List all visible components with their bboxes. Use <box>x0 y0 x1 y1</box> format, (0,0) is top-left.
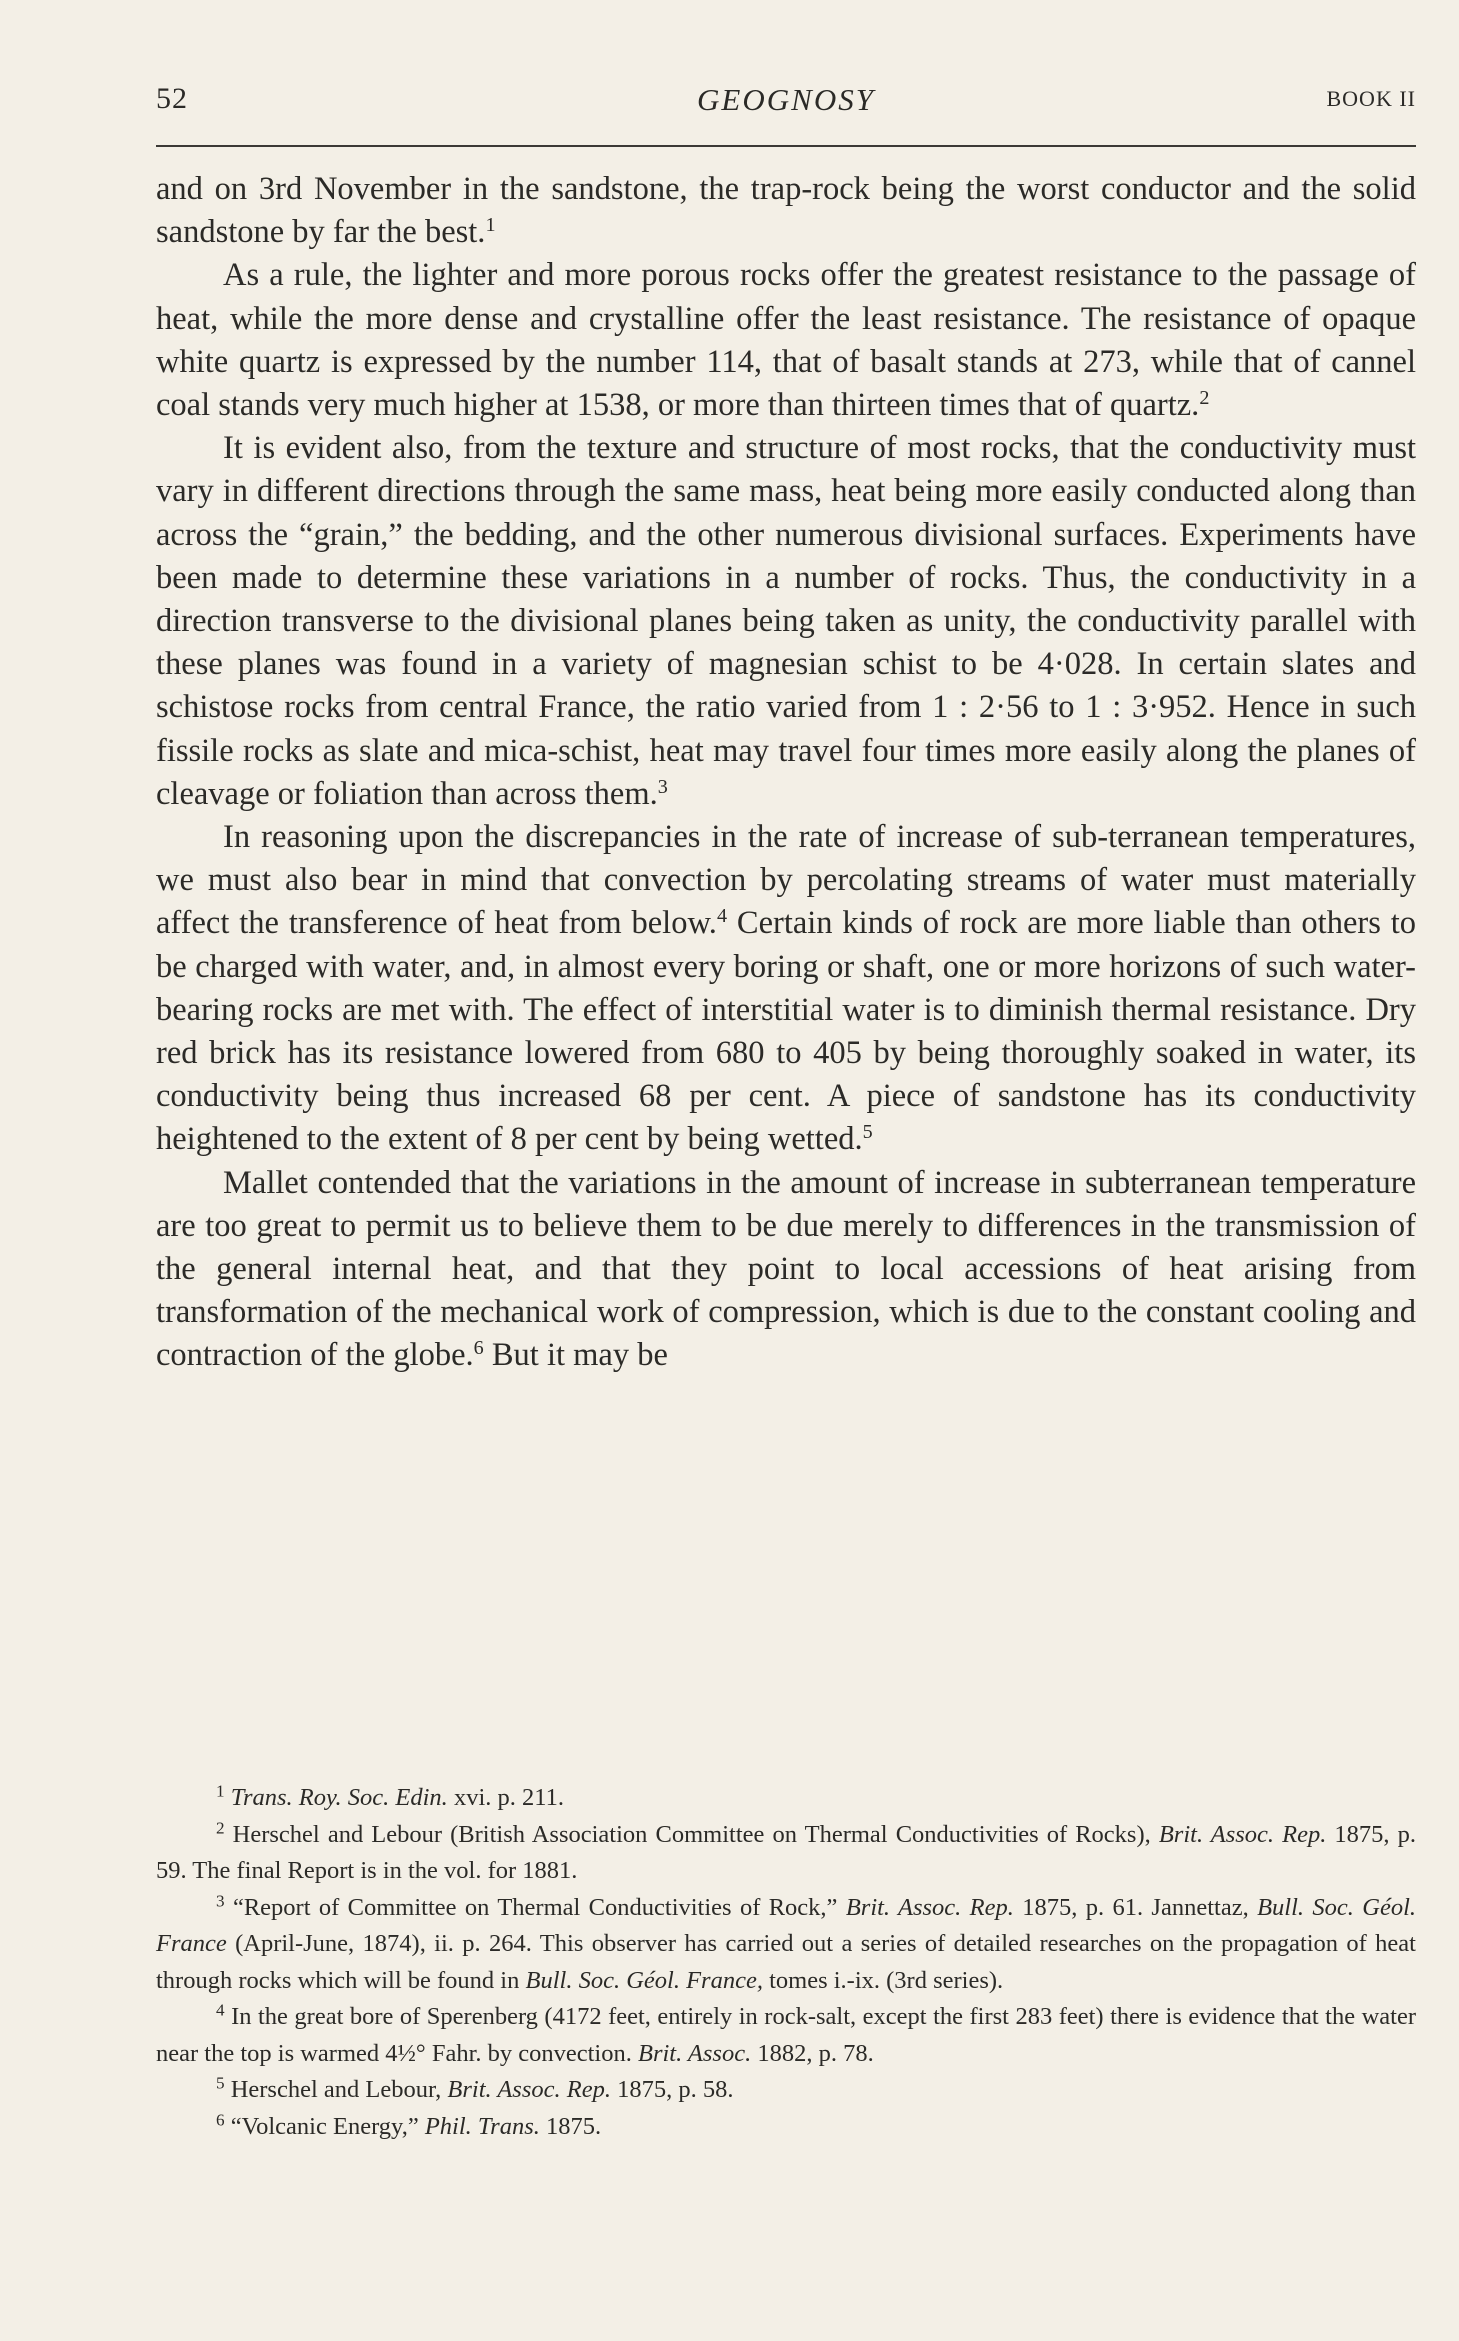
page-header <box>156 82 1416 132</box>
footnote-6: $^6$ “Volcanic Energy,” Phil. Trans. 1875. <box>216 2109 602 2140</box>
paragraph-2: As a rule, the lighter and more porous rocks offer the greatest resistance to the passage of heat, while the more dense and crystalline offer the least resistance. The resistance of opaque white quartz is expressed by the number 114, that of basalt stands at 273, while that of cannel coal stands very much higher at 1538, or more than thirteen times that of quartz.$^2$ <box>156 257 1416 424</box>
footnote-5: $^5$ Herschel and Lebour, Brit. Assoc. Rep. 1875, p. 58. <box>216 2073 734 2103</box>
book-label: BOOK II <box>1326 86 1416 111</box>
footnote-ref: 2 <box>1199 386 1210 409</box>
footnote-ref: 5 <box>862 1121 873 1144</box>
body-text <box>156 168 1416 1378</box>
footnote-3: $^3$ “Report of Committee on Thermal Conductivities of Rock,” Brit. Assoc. Rep. 1875, p. 61. Jannettaz, Bull. Soc. Géol. France (April-June, 1874), ii. p. 264. This observer has carried out a series of detailed researches on the propagation of heat through rocks which will be found in Bull. Soc. Géol. France, tomes i.-ix. (3rd series). <box>156 1890 1417 1994</box>
footnote-ref: 1 <box>485 214 496 237</box>
running-title: GEOGNOSY <box>697 82 875 117</box>
paragraph-1: and on 3rd November in the sandstone, the trap-rock being the worst conductor and the solid sandstone by far the best.$^1$ <box>156 171 1416 251</box>
footnote-ref: 4 <box>716 905 728 928</box>
footnote-ref: 3 <box>657 775 668 798</box>
footnote-1: $^1$ Trans. Roy. Soc. Edin. xvi. p. 211. <box>216 1781 564 1811</box>
footnotes <box>156 1780 1416 2145</box>
footnote-4: $^4$ In the great bore of Sperenberg (4172 feet, entirely in rock-salt, except the first 283 feet) there is evidence that the water near the top is warmed 4½° Fahr. by convection. Brit. Assoc. 1882, p. 78. <box>156 2000 1416 2067</box>
footnote-ref: 6 <box>473 1337 484 1360</box>
paragraph-4: In reasoning upon the discrepancies in the rate of increase of sub-terranean temperatures, we must also bear in mind that convection by percolating streams of water must materially affect the transference of heat from below.$^4$ Certain kinds of rock are more liable than others to be charged with water, and, in almost every boring or shaft, one or more horizons of such water-bearing rocks are met with. The effect of interstitial water is to diminish thermal resistance. Dry red brick has its resistance lowered from 680 to 405 by being thoroughly soaked in water, its conductivity being thus increased 68 per cent. A piece of sandstone has its conductivity heightened to the extent of 8 per cent by being wetted.$^5$ <box>156 819 1416 1158</box>
paragraph-3: It is evident also, from the texture and structure of most rocks, that the conductivity must vary in different directions through the same mass, heat being more easily conducted along than across the “grain,” the bedding, and the other numerous divisional surfaces. Experiments have been made to determine these variations in a number of rocks. Thus, the conductivity in a direction transverse to the divisional planes being taken as unity, the conductivity parallel with these planes was found in a variety of magnesian schist to be 4·028. In certain slates and schistose rocks from central France, the ratio varied from 1 : 2·56 to 1 : 3·952. Hence in such fissile rocks as slate and mica-schist, heat may travel four times more easily along the planes of cleavage or foliation than across them.$^3$ <box>156 430 1416 812</box>
header-rule <box>156 145 1416 147</box>
footnote-2: $^2$ Herschel and Lebour (British Association Committee on Thermal Conductivities of Rocks), Brit. Assoc. Rep. 1875, p. 59. The final Report is in the vol. for 1881. <box>156 1817 1417 1884</box>
paragraph-5: Mallet contended that the variations in the amount of increase in subterranean temperature are too great to permit us to believe them to be due merely to differences in the transmission of the general internal heat, and that they point to local accessions of heat arising from transformation of the mechanical work of compression, which is due to the constant cooling and contraction of the globe.$^6$ But it may be <box>156 1164 1416 1374</box>
page-number: 52 <box>156 82 188 115</box>
